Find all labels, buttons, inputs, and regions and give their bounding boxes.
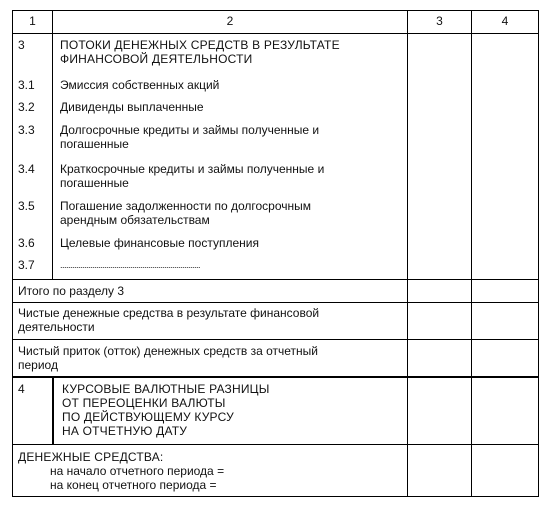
row-3-3-label-line1: Долгосрочные кредиты и займы полученные и — [60, 123, 320, 137]
cash-title: ДЕНЕЖНЫЕ СРЕДСТВА: — [18, 450, 164, 464]
col-divider-1b — [52, 377, 54, 444]
section-4-title-line3: ПО ДЕЙСТВУЮЩЕМУ КУРСУ — [62, 410, 234, 424]
header-col-1: 1 — [29, 14, 36, 28]
row-3-6-number: 3.6 — [18, 236, 35, 250]
table-border-left — [12, 10, 13, 497]
row-3-3-number: 3.3 — [18, 123, 35, 137]
row-line-section4 — [12, 376, 539, 378]
total-section-3-label: Итого по разделу 3 — [18, 284, 125, 298]
row-3-7-placeholder: ...................................................................... — [60, 260, 201, 270]
row-3-1-number: 3.1 — [18, 78, 35, 92]
row-3-4-label-line1: Краткосрочные кредиты и займы полученные и — [60, 162, 325, 176]
section-4-number: 4 — [18, 382, 25, 396]
row-line-net-fin — [12, 302, 539, 303]
row-3-6-label: Целевые финансовые поступления — [60, 236, 259, 250]
row-3-2-label: Дивиденды выплаченные — [60, 100, 204, 114]
header-col-3: 3 — [436, 14, 443, 28]
row-line-net-flow — [12, 339, 539, 340]
cash-end-period: на конец отчетного периода = — [50, 478, 217, 492]
row-3-4-number: 3.4 — [18, 162, 35, 176]
row-3-2-number: 3.2 — [18, 100, 35, 114]
table-border-top — [12, 10, 539, 11]
col-divider-2 — [407, 10, 408, 497]
row-line-total3 — [12, 279, 539, 280]
header-col-4: 4 — [501, 14, 509, 28]
row-3-3-label-line2: погашенные — [60, 137, 129, 151]
table-border-bottom — [12, 496, 539, 497]
section-3-number: 3 — [18, 38, 25, 52]
net-cash-flow-line2: период — [18, 358, 58, 372]
section-4-title-line4: НА ОТЧЕТНУЮ ДАТУ — [62, 424, 188, 438]
row-3-7-number: 3.7 — [18, 258, 35, 272]
net-financial-cash-line1: Чистые денежные средства в результате финансовой — [18, 306, 320, 320]
table-border-right — [538, 10, 539, 497]
col-divider-1 — [52, 10, 53, 279]
row-line-cash — [12, 444, 539, 445]
net-cash-flow-line1: Чистый приток (отток) денежных средств за отчетный — [18, 344, 319, 358]
cash-begin-period: на начало отчетного периода = — [50, 464, 225, 478]
row-3-4-label-line2: погашенные — [60, 176, 129, 190]
section-3-title-line1: ПОТОКИ ДЕНЕЖНЫХ СРЕДСТВ В РЕЗУЛЬТАТЕ — [60, 38, 340, 52]
section-3-title-line2: ФИНАНСОВОЙ ДЕЯТЕЛЬНОСТИ — [60, 52, 253, 66]
net-financial-cash-line2: деятельности — [18, 320, 95, 334]
row-3-1-label: Эмиссия собственных акций — [60, 78, 220, 92]
header-col-2: 2 — [226, 14, 234, 28]
section-4-title-line1: КУРСОВЫЕ ВАЛЮТНЫЕ РАЗНИЦЫ — [62, 382, 270, 396]
section-4-title-line2: ОТ ПЕРЕОЦЕНКИ ВАЛЮТЫ — [62, 396, 226, 410]
row-3-5-label-line1: Погашение задолженности по долгосрочным — [60, 199, 312, 213]
header-bottom-line — [12, 33, 539, 34]
row-3-5-number: 3.5 — [18, 199, 35, 213]
col-divider-3 — [471, 10, 472, 497]
row-3-5-label-line2: арендным обязательствам — [60, 213, 210, 227]
